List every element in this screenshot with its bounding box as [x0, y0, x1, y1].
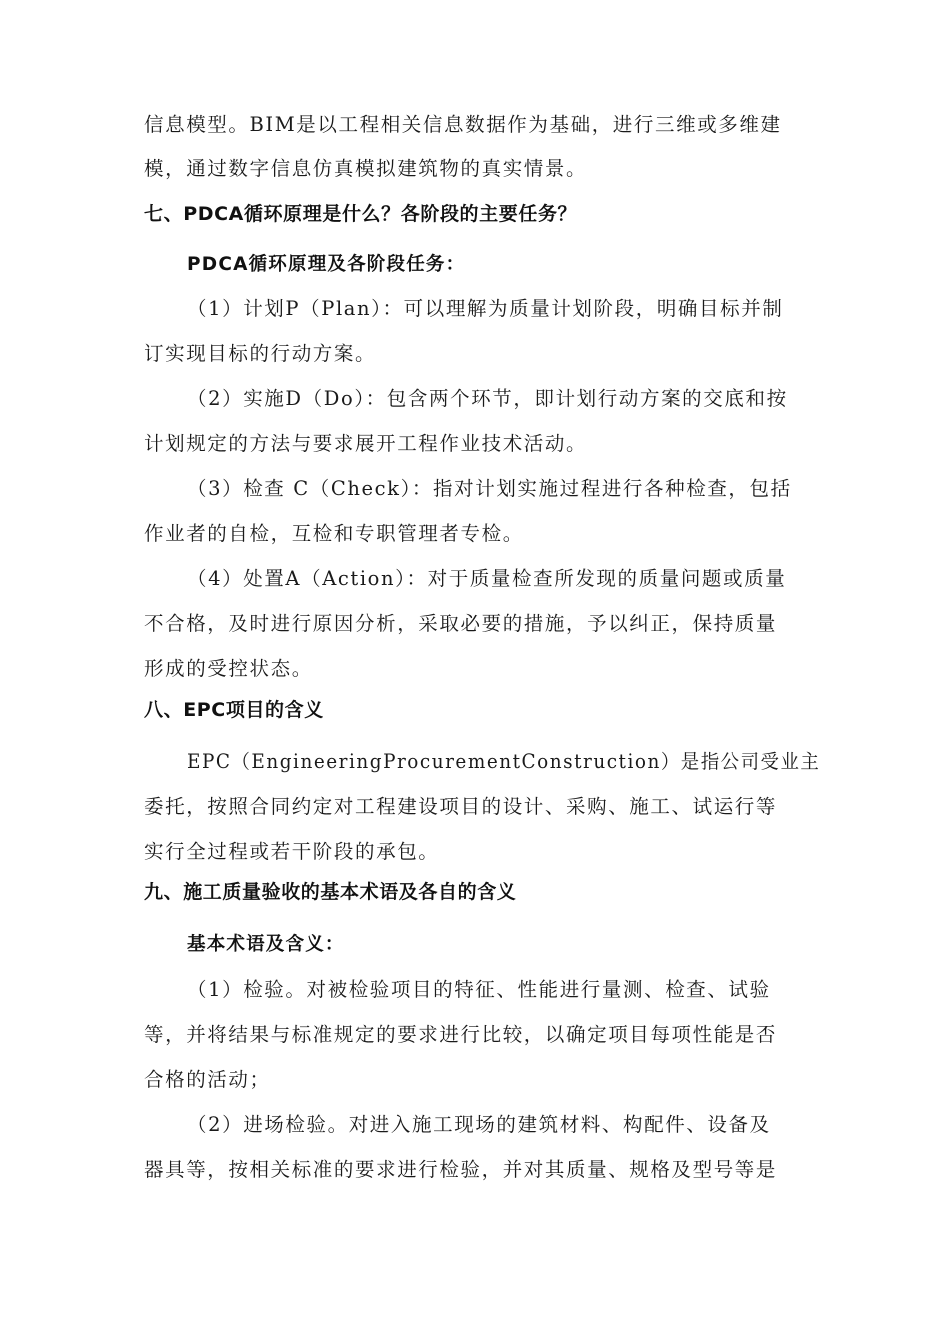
- section-heading-9: 九、施工质量验收的基本术语及各自的含义: [144, 881, 517, 903]
- body-text-line: 计划规定的方法与要求展开工程作业技术活动。: [144, 432, 588, 455]
- body-text-line: （3）检查 C（Check）：指对计划实施过程进行各种检查，包括: [187, 477, 792, 500]
- body-text-line: 模，通过数字信息仿真模拟建筑物的真实情景。: [144, 157, 588, 180]
- section-heading-8: 八、EPC项目的含义: [144, 699, 324, 721]
- subheading-pdca: PDCA循环原理及各阶段任务：: [187, 254, 466, 275]
- body-text-line: 实行全过程或若干阶段的承包。: [144, 840, 440, 863]
- body-text-line: 形成的受控状态。: [144, 657, 313, 680]
- body-text-line: （1）计划P（Plan）：可以理解为质量计划阶段，明确目标并制: [187, 297, 784, 320]
- body-text-line: 信息模型。BIM是以工程相关信息数据作为基础，进行三维或多维建: [144, 113, 782, 136]
- section-heading-7: 七、PDCA循环原理是什么？各阶段的主要任务？: [144, 203, 578, 225]
- body-text-line: 作业者的自检，互检和专职管理者专检。: [144, 522, 524, 545]
- body-text-line: （2）实施D（Do）：包含两个环节，即计划行动方案的交底和按: [187, 387, 788, 410]
- body-text-line: EPC（EngineeringProcurementConstruction）是指公司受业主: [187, 750, 821, 773]
- body-text-line: 器具等，按相关标准的要求进行检验，并对其质量、规格及型号等是: [144, 1158, 778, 1181]
- body-text-line: 不合格，及时进行原因分析，采取必要的措施，予以纠正，保持质量: [144, 612, 778, 635]
- body-text-line: （4）处置A（Action）：对于质量检查所发现的质量问题或质量: [187, 567, 787, 590]
- body-text-line: 等，并将结果与标准规定的要求进行比较，以确定项目每项性能是否: [144, 1023, 778, 1046]
- body-text-line: 订实现目标的行动方案。: [144, 342, 377, 365]
- body-text-line: 合格的活动；: [144, 1068, 271, 1091]
- subheading-terms: 基本术语及含义：: [187, 934, 345, 955]
- body-text-line: （1）检验。对被检验项目的特征、性能进行量测、检查、试验: [187, 978, 771, 1001]
- body-text-line: （2）进场检验。对进入施工现场的建筑材料、构配件、设备及: [187, 1113, 771, 1136]
- body-text-line: 委托，按照合同约定对工程建设项目的设计、采购、施工、试运行等: [144, 795, 778, 818]
